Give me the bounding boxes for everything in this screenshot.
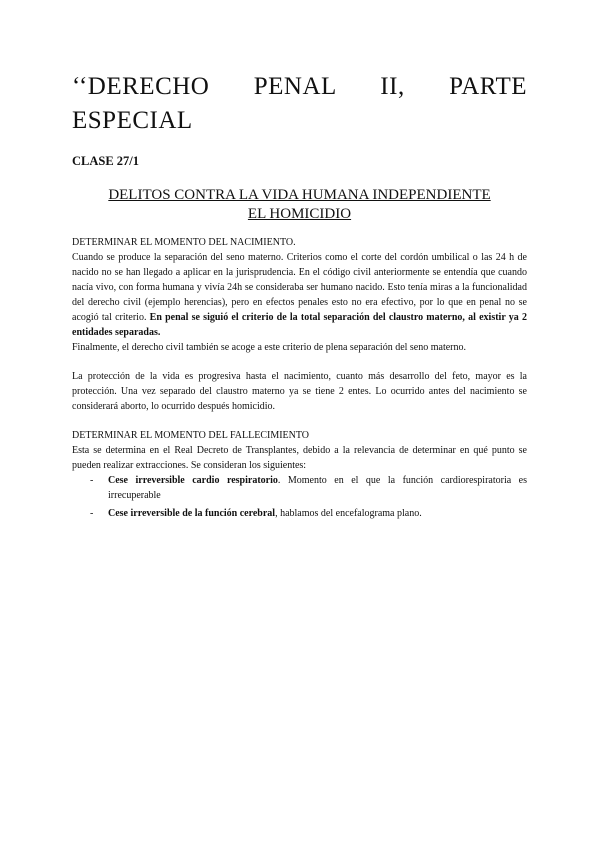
death-criteria-list <box>72 473 527 521</box>
spacer <box>72 355 527 369</box>
section-title <box>72 186 527 224</box>
list-item-bold: Cese irreversible cardio respiratorio <box>108 475 278 486</box>
section-title-line-2: EL HOMICIDIO <box>247 206 352 222</box>
dash-bullet: - <box>90 475 94 486</box>
document-title: ‘‘DERECHO PENAL II, PARTE ESPECIAL <box>72 73 527 134</box>
spacer <box>72 414 527 428</box>
birth-paragraph-1-bold: En penal se siguió el criterio de la total separación del claustro materno, al existir ya 2 entidades separadas. <box>72 312 527 338</box>
section-title-line-1: DELITOS CONTRA LA VIDA HUMANA INDEPENDIENTE <box>108 187 491 203</box>
birth-paragraph-1 <box>72 250 527 340</box>
birth-paragraph-1-text: Cuando se produce la separación del seno materno. Criterios como el corte del cordón umbilical o las 24 h de nacido no se han llegado a aplicar en la jurisprudencia. En el código civil anteriormente se entendía que cuando nacía vivo, con forma humana y vivía 24h se consideraba ser humano nacido. Esto tenía miras a la funcionalidad del derecho civil (ejemplo herencias), pero en efectos penales esto no era efectivo, por lo que en penal no se acogió tal criterio. <box>72 252 527 323</box>
birth-paragraph-3: La protección de la vida es progresiva hasta el nacimiento, cuanto más desarrollo del feto, mayor es la protección. Una vez separado del claustro materno ya se tiene 2 entes. Lo ocurrido antes del nacimiento se considerará aborto, lo ocurrido después homicidio. <box>72 371 527 412</box>
list-item-text: , hablamos del encefalograma plano. <box>275 508 422 519</box>
list-item <box>72 473 527 503</box>
dash-bullet: - <box>90 508 94 519</box>
list-item-bold: Cese irreversible de la función cerebral <box>108 508 276 519</box>
spacer <box>72 224 527 235</box>
birth-heading: DETERMINAR EL MOMENTO DEL NACIMIENTO. <box>72 237 296 248</box>
list-item <box>72 506 527 521</box>
class-date: CLASE 27/1 <box>72 154 140 168</box>
birth-paragraph-2: Finalmente, el derecho civil también se acoge a este criterio de plena separación del seno materno. <box>72 342 466 353</box>
document-page <box>72 70 527 524</box>
list-item-text: . Momento en el que la función cardiorespiratoria es irrecuperable <box>108 475 528 501</box>
death-paragraph-1: Esta se determina en el Real Decreto de Transplantes, debido a la relevancia de determinar en qué punto se pueden realizar extracciones. Se consideran los siguientes: <box>72 445 527 471</box>
death-heading: DETERMINAR EL MOMENTO DEL FALLECIMIENTO <box>72 430 310 441</box>
